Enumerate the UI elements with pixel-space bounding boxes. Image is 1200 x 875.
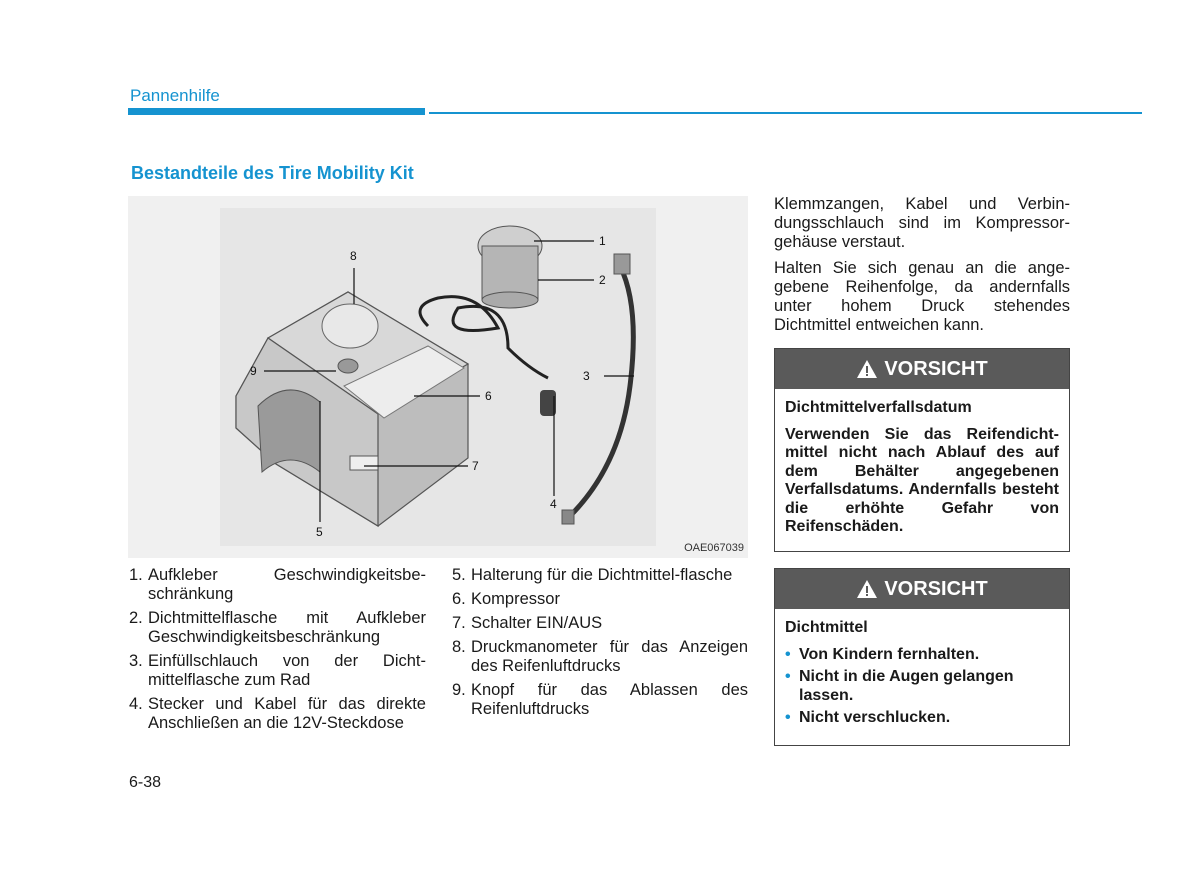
legend-item: 4. Stecker und Kabel für das direkte Anschließen an die 12V-Steckdose xyxy=(129,695,426,732)
paragraph-storage: Klemmzangen, Kabel und Verbin-dungsschlauch sind im Kompressor-gehäuse verstaut. xyxy=(774,195,1070,251)
callout-9: 9 xyxy=(250,364,257,378)
caution-heading: VORSICHT xyxy=(884,577,988,600)
callout-3: 3 xyxy=(583,369,590,383)
caution-box-expiry xyxy=(774,348,1070,552)
page-number: 6-38 xyxy=(129,774,162,791)
hose-valve xyxy=(614,254,630,274)
caution-bullets xyxy=(785,646,1059,728)
bullet-item: • Nicht verschlucken. xyxy=(785,709,951,726)
callout-4: 4 xyxy=(550,497,557,511)
bullet-item: • Nicht in die Augen gelangen lassen. xyxy=(785,668,1014,704)
callout-5: 5 xyxy=(316,525,323,539)
bullet-item: • Von Kindern fernhalten. xyxy=(785,645,980,663)
header-bar-thick xyxy=(128,108,425,115)
legend-item: 7. Schalter EIN/AUS xyxy=(452,614,603,632)
paragraph-sequence: Halten Sie sich genau an die ange-gebene Reihenfolge, da andernfalls unter hohem Druck stehendes Dichtmittel entweichen kann. xyxy=(774,259,1070,334)
bullet-icon: • xyxy=(785,645,791,663)
warning-triangle-icon xyxy=(856,359,878,379)
caution-heading: VORSICHT xyxy=(884,357,988,380)
legend-item: 9. Knopf für das Ablassen des Reifenluftdrucks xyxy=(452,681,748,718)
legend-list-left xyxy=(129,566,426,738)
caution-box-sealant xyxy=(774,568,1070,746)
hose-connector xyxy=(562,510,574,524)
warning-triangle-icon xyxy=(856,579,878,599)
legend-item: 5. Halterung für die Dichtmittel-flasche xyxy=(452,566,733,584)
figure-code: OAE067039 xyxy=(684,542,744,554)
bullet-icon: • xyxy=(785,709,791,726)
legend-item: 8. Druckmanometer für das Anzeigen des Reifenluftdrucks xyxy=(452,638,748,675)
callout-6: 6 xyxy=(485,389,492,403)
caution-subtitle: Dichtmittel xyxy=(785,619,868,636)
legend-item: 3. Einfüllschlauch von der Dicht-mittelflasche zum Rad xyxy=(129,652,426,689)
section-label: Pannenhilfe xyxy=(130,86,220,105)
power-switch xyxy=(350,456,378,470)
kit-illustration xyxy=(128,196,748,558)
callout-2: 2 xyxy=(599,273,606,287)
bottle-holder xyxy=(258,390,320,472)
legend-item: 6. Kompressor xyxy=(452,590,560,608)
callout-1: 1 xyxy=(599,234,606,248)
caution-subtitle: Dichtmittelverfallsdatum xyxy=(785,399,972,416)
callout-7: 7 xyxy=(472,459,479,473)
legend-item: 1. Aufkleber Geschwindigkeitsbe-schränkung xyxy=(129,566,426,603)
kit-drawing xyxy=(128,196,748,558)
header-bar-thin xyxy=(429,112,1142,114)
pressure-gauge xyxy=(322,304,378,348)
caution-header xyxy=(775,349,1069,389)
bullet-icon: • xyxy=(785,668,791,685)
deflate-button xyxy=(338,359,358,373)
page-title: Bestandteile des Tire Mobility Kit xyxy=(131,163,414,183)
callout-8: 8 xyxy=(350,249,357,263)
legend-list-right xyxy=(452,566,748,724)
legend-item: 2. Dichtmittelflasche mit Aufkleber Geschwindigkeitsbeschränkung xyxy=(129,609,426,646)
caution-text: Verwenden Sie das Reifendicht-mittel nicht nach Ablauf des auf dem Behälter angegebenen Verfallsdatums. Andernfalls besteht die erhöhte Gefahr von Reifenschäden. xyxy=(785,425,1059,535)
caution-header xyxy=(775,569,1069,609)
